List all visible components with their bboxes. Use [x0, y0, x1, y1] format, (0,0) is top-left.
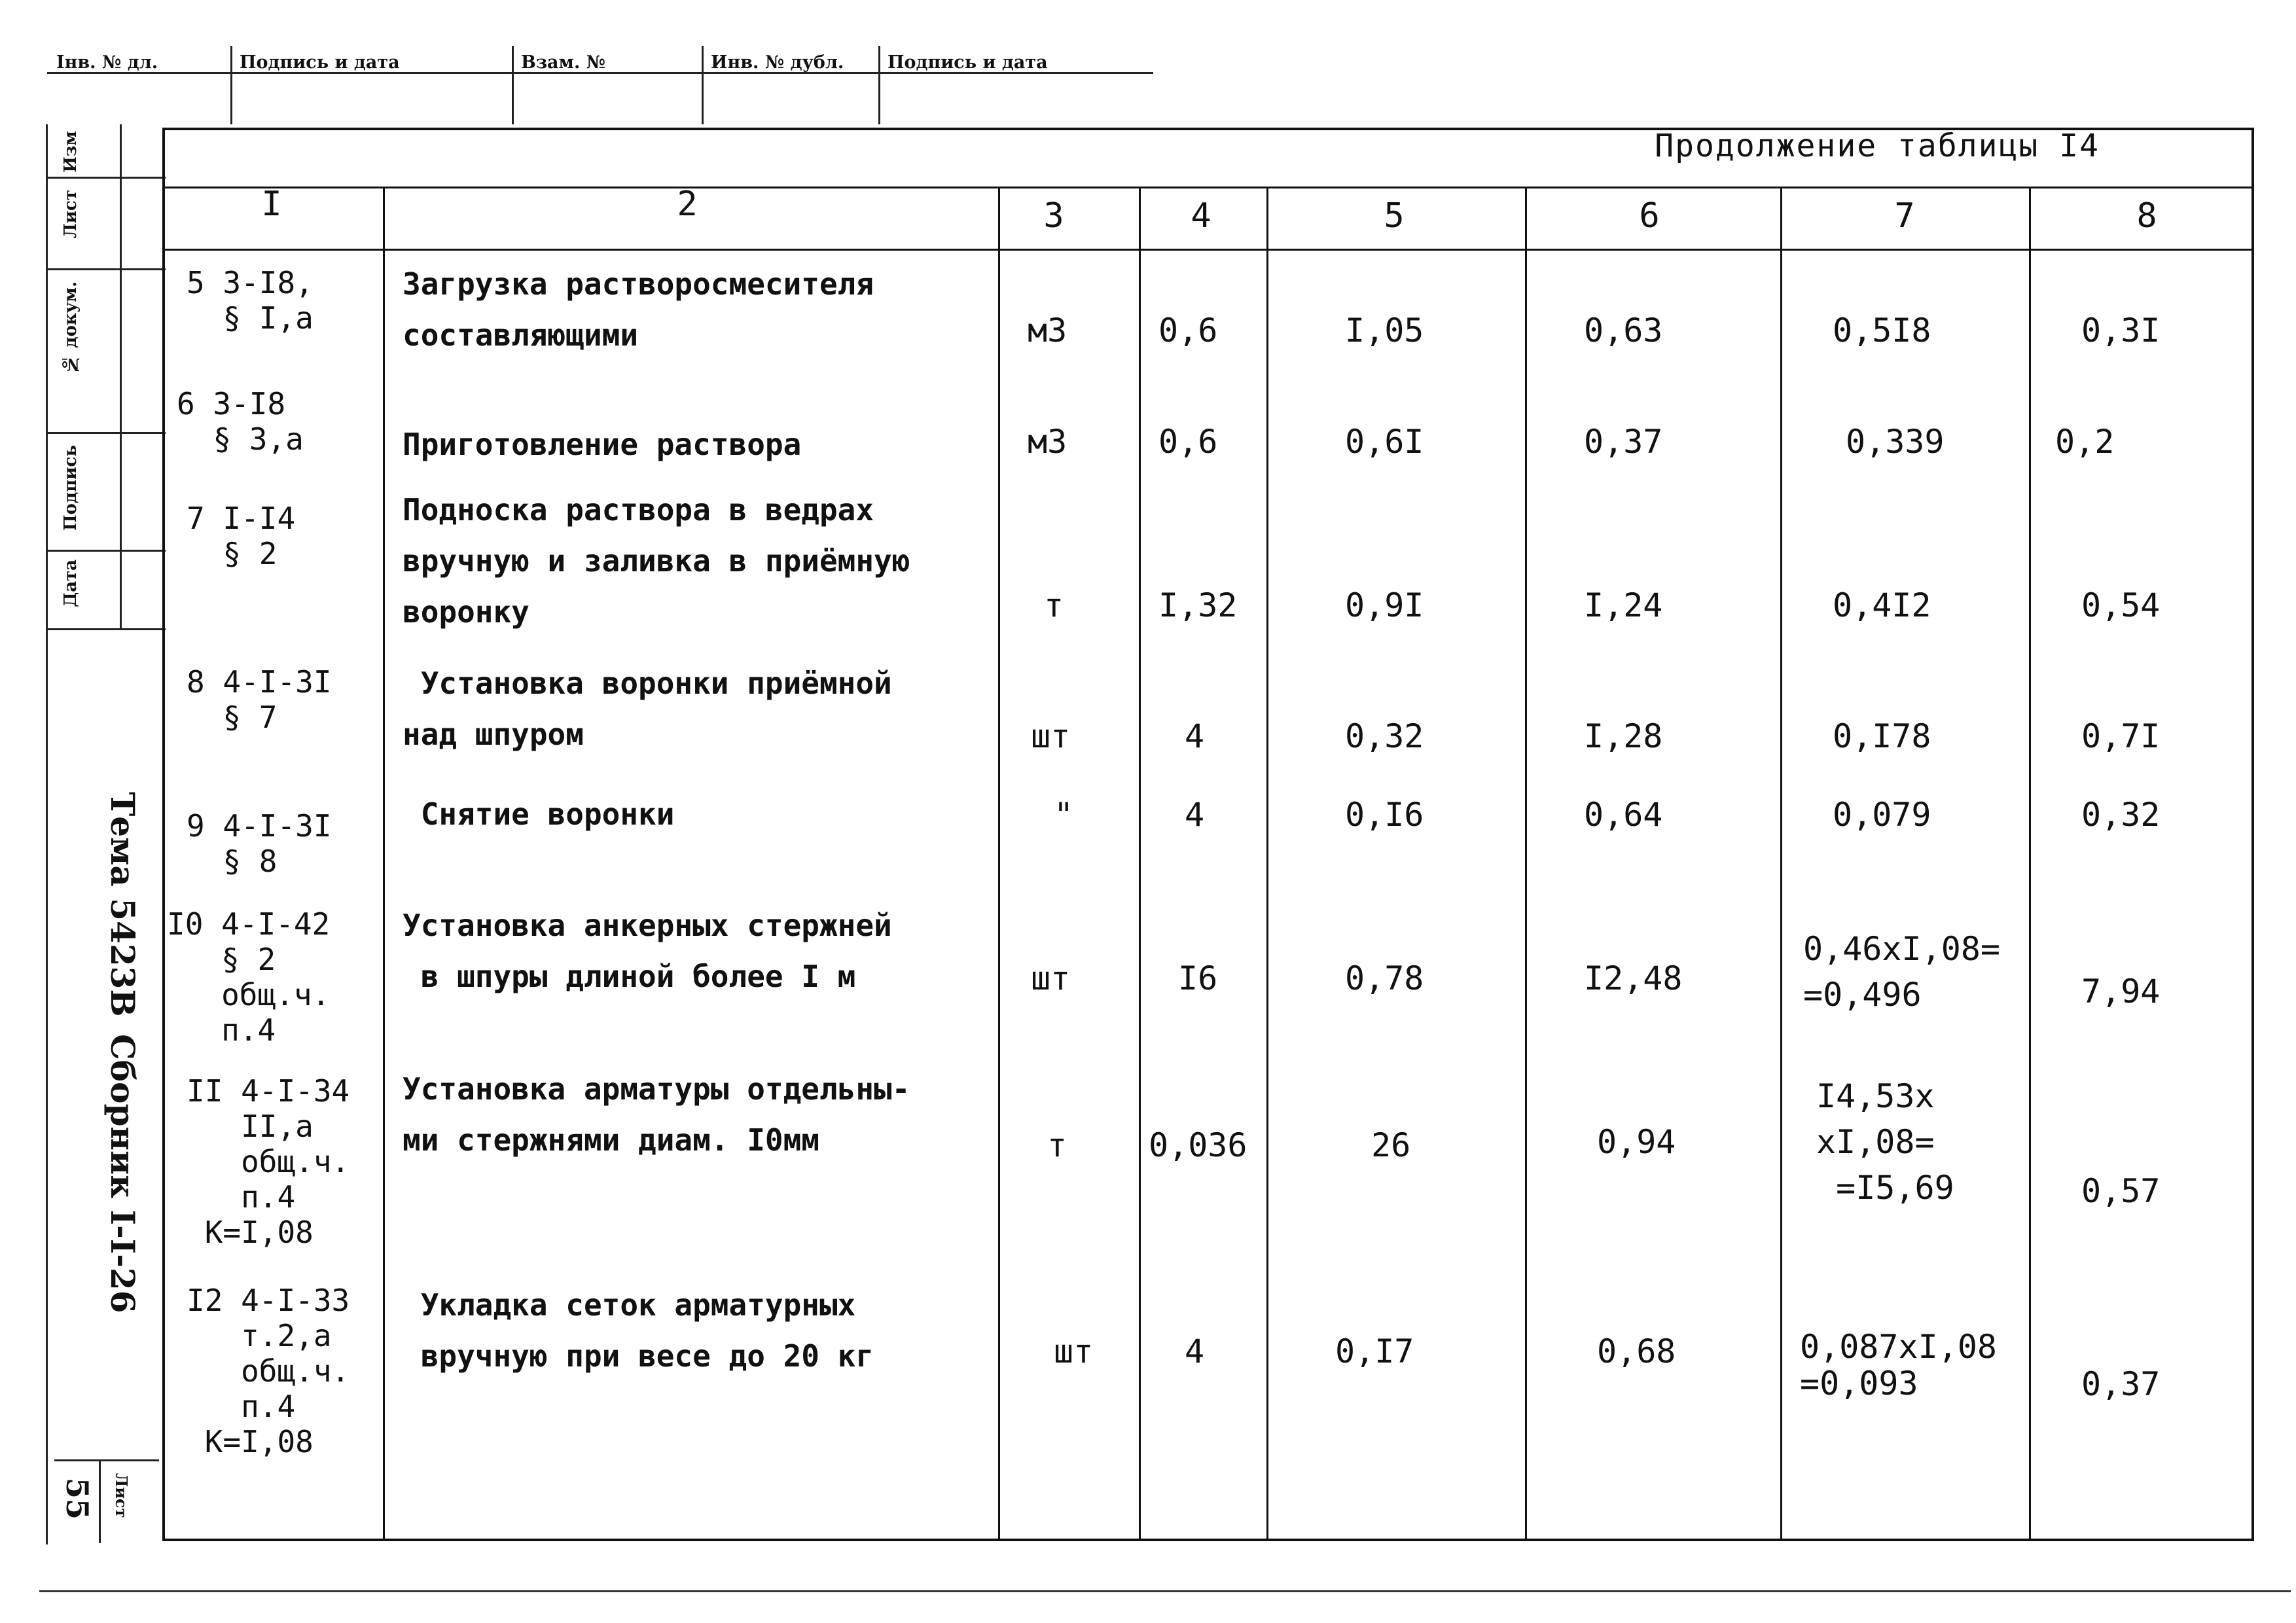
row-col7: 0,339 [1846, 423, 1945, 461]
row-col7: I4,53х хI,08= =I5,69 [1816, 1077, 1954, 1207]
row-unit: м3 [1028, 312, 1067, 349]
table-caption: Продолжение таблицы I4 [1655, 128, 2100, 164]
col-header-6: 6 [1639, 196, 1660, 236]
margin-label-izm: Изм [61, 131, 81, 173]
row-col6: I,24 [1584, 586, 1663, 624]
row-col8: 0,3I [2081, 312, 2161, 349]
row-col7: 0,46хI,08= =0,496 [1803, 930, 2001, 1014]
row-qty: 0,036 [1149, 1126, 1247, 1164]
row-ref: 5 3-I8, § I,а [187, 265, 314, 336]
col-divider [1266, 187, 1268, 1541]
row-description: Установка воронки приёмной над шпуром [403, 666, 892, 752]
row-col8: 7,94 [2081, 972, 2161, 1010]
row-col8: 0,7I [2081, 717, 2161, 755]
row-description: Установка арматуры отдельны- ми стержнями диам. I0мм [403, 1071, 910, 1158]
row-col5: 0,6I [1345, 423, 1424, 461]
stamp-cell-signature-date: Подпись и дата [888, 52, 1048, 73]
row-col8: 0,54 [2081, 586, 2161, 624]
margin-collection: Сборник I-I-26 [103, 1034, 142, 1313]
margin-label-doc: № докум. [61, 281, 81, 374]
col-divider [1139, 187, 1141, 1541]
col-header-8: 8 [2136, 196, 2157, 236]
sheet-label: Лист [112, 1473, 131, 1518]
row-col6: I,28 [1584, 717, 1663, 755]
margin-divider [48, 177, 166, 179]
col-divider [1525, 187, 1527, 1541]
row-unit: шт [1054, 1332, 1094, 1370]
stamp-cell-inv: Інв. № дл. [47, 46, 232, 124]
row-description: Укладка сеток арматурных вручную при весе до 20 кг [420, 1287, 874, 1374]
row-col7: 0,079 [1833, 796, 1931, 834]
row-qty: 0,6 [1158, 423, 1218, 461]
row-col6: 0,68 [1597, 1332, 1676, 1370]
left-margin [46, 124, 166, 1544]
row-col8: 0,32 [2081, 796, 2161, 834]
col-divider [1780, 187, 1782, 1541]
margin-label-list: Лист [61, 190, 81, 239]
row-col6: I2,48 [1584, 959, 1683, 997]
row-col6: 0,94 [1597, 1123, 1676, 1161]
row-col5: 0,I7 [1335, 1332, 1414, 1370]
margin-label-column [48, 124, 122, 628]
row-col5: 26 [1371, 1126, 1411, 1164]
row-unit: т [1047, 1126, 1067, 1164]
row-col5: 0,I6 [1345, 796, 1424, 834]
row-description: Загрузка растворосмесителя составляющими [403, 266, 874, 353]
col-header-3: 3 [1043, 196, 1064, 236]
col-divider [2029, 187, 2031, 1541]
margin-divider [48, 628, 166, 630]
col-header-2: 2 [677, 185, 698, 224]
header-top-rule [162, 187, 2254, 188]
stamp-divider [47, 72, 1153, 74]
page-bottom-rule [39, 1590, 2291, 1592]
sheet-box [54, 1459, 159, 1543]
row-qty: 0,6 [1158, 312, 1218, 349]
margin-label-signature: Подпись [61, 445, 81, 531]
row-col5: I,05 [1345, 312, 1424, 349]
row-ref: 7 I-I4 § 2 [187, 501, 296, 571]
margin-theme: Тема 5423В [103, 792, 142, 1017]
col-header-1: I [261, 185, 282, 224]
row-col8: 0,2 [2055, 423, 2115, 461]
row-ref: 8 4-I-3I § 7 [187, 664, 332, 735]
margin-divider [48, 268, 166, 270]
row-unit: м3 [1028, 423, 1067, 461]
col-header-5: 5 [1384, 196, 1405, 236]
row-col6: 0,64 [1584, 796, 1663, 834]
stamp-cell-dup-inv: Инв. № дубл. [702, 46, 880, 124]
row-col7: 0,4I2 [1833, 586, 1931, 624]
sheet-number: 55 [60, 1478, 95, 1520]
row-description: Снятие воронки [403, 796, 675, 832]
row-unit: " [1054, 796, 1074, 834]
row-col7: 0,I78 [1833, 717, 1931, 755]
stamp-cell-replacement: Взам. № [512, 46, 704, 124]
row-col6: 0,63 [1584, 312, 1663, 349]
row-qty: I6 [1178, 959, 1218, 997]
margin-divider [48, 550, 166, 552]
margin-divider [48, 432, 166, 434]
row-col5: 0,78 [1345, 959, 1424, 997]
row-unit: шт [1031, 717, 1071, 755]
row-col8: 0,57 [2081, 1172, 2161, 1210]
stamp-cell-signature: Подпись и дата [230, 46, 514, 124]
row-col8: 0,37 [2081, 1365, 2161, 1403]
row-qty: I,32 [1158, 586, 1238, 624]
row-ref: 9 4-I-3I § 8 [187, 808, 332, 879]
row-col6: 0,37 [1584, 423, 1663, 461]
row-ref: II 4-I-34 II,а общ.ч. п.4 К=I,08 [187, 1073, 350, 1250]
row-col5: 0,9I [1345, 586, 1424, 624]
header-bottom-rule [162, 249, 2254, 251]
row-unit: шт [1031, 959, 1071, 997]
col-header-4: 4 [1191, 196, 1211, 236]
row-col7: 0,5I8 [1833, 312, 1931, 349]
row-description: Приготовление раствора [403, 427, 802, 462]
row-qty: 4 [1185, 717, 1205, 755]
row-description: Установка анкерных стержней в шпуры длиной более I м [403, 908, 892, 994]
margin-label-date: Дата [61, 560, 81, 607]
sheet-box-divider [99, 1461, 101, 1543]
row-qty: 4 [1185, 1332, 1205, 1370]
row-ref: 6 3-I8 § 3,а [177, 386, 304, 457]
col-divider [383, 187, 385, 1541]
col-header-7: 7 [1894, 196, 1915, 236]
row-ref: I2 4-I-33 т.2,а общ.ч. п.4 К=I,08 [187, 1283, 350, 1459]
row-unit: т [1044, 586, 1064, 624]
row-col7: 0,087хI,08 =0,093 [1800, 1328, 1998, 1402]
row-ref: I0 4-I-42 § 2 общ.ч. п.4 [167, 906, 331, 1048]
row-qty: 4 [1185, 796, 1205, 834]
row-description: Подноска раствора в ведрах вручную и заливка в приёмную воронку [403, 492, 910, 630]
row-col5: 0,32 [1345, 717, 1424, 755]
col-divider [998, 187, 1000, 1541]
